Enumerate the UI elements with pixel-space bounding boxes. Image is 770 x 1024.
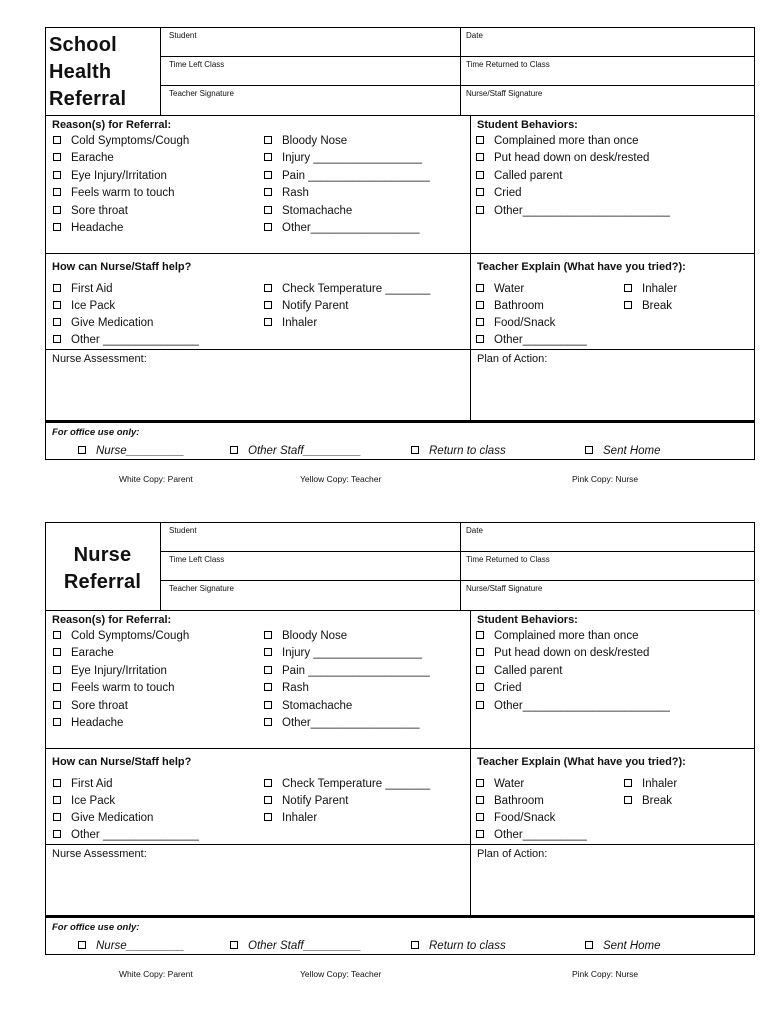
checkbox-icon[interactable] [53, 718, 61, 726]
office-option-nurse[interactable]: Nurse_________ [78, 446, 184, 458]
checkbox-item[interactable]: First Aid [53, 284, 113, 296]
checkbox-item[interactable]: Injury _________________ [264, 648, 422, 660]
divider [160, 27, 161, 116]
checkbox-icon[interactable] [476, 813, 484, 821]
checkbox-icon[interactable] [53, 188, 61, 196]
checkbox-item[interactable]: Earache [53, 648, 114, 660]
office-option-sent-home[interactable]: Sent Home [585, 446, 661, 458]
checkbox-icon[interactable] [264, 318, 272, 326]
form-title-line-2: Health [49, 61, 112, 83]
checkbox-icon[interactable] [411, 941, 419, 949]
student-field[interactable]: Student [169, 31, 197, 40]
checkbox-item[interactable]: Rash [264, 683, 309, 695]
checkbox-icon[interactable] [476, 206, 484, 214]
checkbox-icon[interactable] [476, 666, 484, 674]
copy-note-pink: Pink Copy: Nurse [572, 969, 639, 979]
checkbox-item[interactable]: Inhaler [624, 779, 677, 791]
checkbox-icon[interactable] [476, 171, 484, 179]
plan-of-action-label: Plan of Action: [477, 848, 548, 860]
checkbox-icon[interactable] [624, 779, 632, 787]
checkbox-item[interactable]: Put head down on desk/rested [476, 153, 649, 165]
checkbox-icon[interactable] [264, 666, 272, 674]
checkbox-icon[interactable] [476, 631, 484, 639]
checkbox-item[interactable]: Eye Injury/Irritation [53, 171, 167, 183]
checkbox-icon[interactable] [411, 446, 419, 454]
checkbox-icon[interactable] [585, 941, 593, 949]
checkbox-item[interactable]: Bloody Nose [264, 136, 347, 148]
checkbox-item[interactable]: Other_______________________ [476, 206, 670, 218]
checkbox-item[interactable]: Headache [53, 718, 123, 730]
school-health-referral-form [45, 27, 755, 460]
form-title-line-1: Nurse [73, 544, 132, 566]
checkbox-icon[interactable] [53, 648, 61, 656]
form-title-line-3: Referral [49, 88, 127, 110]
checkbox-icon[interactable] [230, 446, 238, 454]
nurse-assessment-label: Nurse Assessment: [52, 848, 147, 860]
teacher-explain-title: Teacher Explain (What have you tried?): [477, 261, 686, 273]
checkbox-icon[interactable] [585, 446, 593, 454]
divider [160, 85, 755, 86]
checkbox-item[interactable]: Complained more than once [476, 136, 638, 148]
checkbox-item[interactable]: Sore throat [53, 701, 128, 713]
checkbox-icon[interactable] [264, 223, 272, 231]
time-returned-field[interactable]: Time Returned to Class [466, 555, 550, 564]
checkbox-icon[interactable] [476, 301, 484, 309]
checkbox-icon[interactable] [53, 796, 61, 804]
checkbox-icon[interactable] [53, 153, 61, 161]
checkbox-item[interactable]: Give Medication [53, 318, 153, 330]
checkbox-icon[interactable] [264, 153, 272, 161]
checkbox-icon[interactable] [53, 631, 61, 639]
checkbox-item[interactable]: Other_________________ [264, 718, 420, 730]
checkbox-icon[interactable] [476, 683, 484, 691]
checkbox-item[interactable]: Inhaler [264, 813, 317, 825]
checkbox-icon[interactable] [230, 941, 238, 949]
checkbox-icon[interactable] [264, 171, 272, 179]
checkbox-item[interactable]: Inhaler [264, 318, 317, 330]
office-option-return[interactable]: Return to class [411, 941, 506, 953]
checkbox-item[interactable]: Other__________ [476, 335, 587, 347]
checkbox-icon[interactable] [476, 318, 484, 326]
student-field[interactable]: Student [169, 526, 197, 535]
checkbox-item[interactable]: First Aid [53, 779, 113, 791]
header-box [45, 27, 755, 116]
time-left-class-field[interactable]: Time Left Class [169, 60, 225, 69]
checkbox-item[interactable]: Earache [53, 153, 114, 165]
date-field[interactable]: Date [466, 31, 483, 40]
copy-note-yellow: Yellow Copy: Teacher [300, 969, 382, 979]
checkbox-item[interactable]: Rash [264, 188, 309, 200]
header-box [45, 522, 755, 611]
nurse-signature-field[interactable]: Nurse/Staff Signature [466, 584, 543, 593]
checkbox-item[interactable]: Ice Pack [53, 796, 115, 808]
checkbox-icon[interactable] [264, 701, 272, 709]
checkbox-icon[interactable] [53, 830, 61, 838]
checkbox-icon[interactable] [264, 683, 272, 691]
checkbox-icon[interactable] [264, 648, 272, 656]
divider [460, 27, 461, 116]
checkbox-icon[interactable] [53, 335, 61, 343]
nurse-signature-field[interactable]: Nurse/Staff Signature [466, 89, 543, 98]
checkbox-icon[interactable] [624, 301, 632, 309]
checkbox-icon[interactable] [53, 666, 61, 674]
divider [45, 349, 755, 350]
checkbox-icon[interactable] [264, 136, 272, 144]
checkbox-item[interactable]: Water [476, 779, 524, 791]
checkbox-icon[interactable] [624, 284, 632, 292]
checkbox-item[interactable]: Complained more than once [476, 631, 638, 643]
checkbox-icon[interactable] [624, 796, 632, 804]
checkbox-icon[interactable] [264, 206, 272, 214]
checkbox-icon[interactable] [476, 335, 484, 343]
date-field[interactable]: Date [466, 526, 483, 535]
checkbox-item[interactable]: Break [624, 796, 672, 808]
checkbox-item[interactable]: Headache [53, 223, 123, 235]
checkbox-icon[interactable] [476, 796, 484, 804]
time-left-class-field[interactable]: Time Left Class [169, 555, 225, 564]
checkbox-item[interactable]: Other _______________ [53, 830, 199, 842]
checkbox-item[interactable]: Pain ___________________ [264, 171, 430, 183]
help-title: How can Nurse/Staff help? [52, 756, 192, 768]
checkbox-icon[interactable] [264, 796, 272, 804]
checkbox-icon[interactable] [53, 301, 61, 309]
copy-note-yellow: Yellow Copy: Teacher [300, 474, 382, 484]
checkbox-item[interactable]: Stomachache [264, 206, 352, 218]
checkbox-item[interactable]: Other__________ [476, 830, 587, 842]
checkbox-item[interactable]: Food/Snack [476, 318, 555, 330]
checkbox-icon[interactable] [476, 136, 484, 144]
checkbox-item[interactable]: Water [476, 284, 524, 296]
checkbox-icon[interactable] [264, 813, 272, 821]
column-divider [470, 611, 471, 915]
checkbox-icon[interactable] [264, 779, 272, 787]
checkbox-item[interactable]: Injury _________________ [264, 153, 422, 165]
office-option-sent-home[interactable]: Sent Home [585, 941, 661, 953]
plan-of-action-label: Plan of Action: [477, 353, 548, 365]
copy-note-white: White Copy: Parent [119, 474, 193, 484]
checkbox-item[interactable]: Called parent [476, 666, 562, 678]
nurse-assessment-label: Nurse Assessment: [52, 353, 147, 365]
checkbox-icon[interactable] [78, 446, 86, 454]
copy-note-pink: Pink Copy: Nurse [572, 474, 639, 484]
office-option-return[interactable]: Return to class [411, 446, 506, 458]
office-option-other-staff[interactable]: Other Staff_________ [230, 941, 361, 953]
checkbox-item[interactable]: Pain ___________________ [264, 666, 430, 678]
office-option-nurse[interactable]: Nurse_________ [78, 941, 184, 953]
teacher-signature-field[interactable]: Teacher Signature [169, 584, 234, 593]
divider [460, 522, 461, 611]
checkbox-icon[interactable] [476, 701, 484, 709]
checkbox-item[interactable]: Stomachache [264, 701, 352, 713]
checkbox-item[interactable]: Cold Symptoms/Cough [53, 136, 189, 148]
checkbox-icon[interactable] [53, 223, 61, 231]
checkbox-item[interactable]: Check Temperature _______ [264, 779, 430, 791]
checkbox-item[interactable]: Food/Snack [476, 813, 555, 825]
checkbox-item[interactable]: Feels warm to touch [53, 188, 175, 200]
checkbox-item[interactable]: Bathroom [476, 301, 544, 313]
form-title-line-1: School [49, 34, 117, 56]
checkbox-icon[interactable] [476, 188, 484, 196]
checkbox-icon[interactable] [53, 136, 61, 144]
reasons-title: Reason(s) for Referral: [52, 119, 172, 131]
checkbox-icon[interactable] [476, 779, 484, 787]
checkbox-icon[interactable] [53, 701, 61, 709]
checkbox-item[interactable]: Check Temperature _______ [264, 284, 430, 296]
checkbox-item[interactable]: Eye Injury/Irritation [53, 666, 167, 678]
divider [45, 844, 755, 845]
divider [160, 56, 755, 57]
teacher-explain-title: Teacher Explain (What have you tried?): [477, 756, 686, 768]
checkbox-item[interactable]: Bloody Nose [264, 631, 347, 643]
reasons-title: Reason(s) for Referral: [52, 614, 172, 626]
copy-note-white: White Copy: Parent [119, 969, 193, 979]
checkbox-item[interactable]: Break [624, 301, 672, 313]
thick-divider [45, 915, 755, 918]
time-returned-field[interactable]: Time Returned to Class [466, 60, 550, 69]
checkbox-item[interactable]: Cried [476, 683, 521, 695]
checkbox-icon[interactable] [476, 648, 484, 656]
checkbox-item[interactable]: Sore throat [53, 206, 128, 218]
checkbox-icon[interactable] [53, 779, 61, 787]
checkbox-item[interactable]: Put head down on desk/rested [476, 648, 649, 660]
checkbox-item[interactable]: Notify Parent [264, 301, 348, 313]
checkbox-item[interactable]: Bathroom [476, 796, 544, 808]
help-title: How can Nurse/Staff help? [52, 261, 192, 273]
checkbox-item[interactable]: Feels warm to touch [53, 683, 175, 695]
checkbox-item[interactable]: Inhaler [624, 284, 677, 296]
checkbox-icon[interactable] [264, 718, 272, 726]
teacher-signature-field[interactable]: Teacher Signature [169, 89, 234, 98]
checkbox-item[interactable]: Notify Parent [264, 796, 348, 808]
checkbox-icon[interactable] [53, 284, 61, 292]
checkbox-item[interactable]: Give Medication [53, 813, 153, 825]
office-option-other-staff[interactable]: Other Staff_________ [230, 446, 361, 458]
checkbox-item[interactable]: Other_________________ [264, 223, 420, 235]
checkbox-icon[interactable] [53, 171, 61, 179]
behaviors-title: Student Behaviors: [477, 614, 578, 626]
thick-divider [45, 420, 755, 423]
checkbox-icon[interactable] [78, 941, 86, 949]
divider [160, 522, 161, 611]
checkbox-item[interactable]: Cold Symptoms/Cough [53, 631, 189, 643]
behaviors-title: Student Behaviors: [477, 119, 578, 131]
checkbox-icon[interactable] [53, 813, 61, 821]
checkbox-icon[interactable] [476, 284, 484, 292]
checkbox-icon[interactable] [264, 188, 272, 196]
divider [160, 551, 755, 552]
checkbox-item[interactable]: Cried [476, 188, 521, 200]
checkbox-icon[interactable] [264, 301, 272, 309]
divider [45, 748, 755, 749]
divider [160, 580, 755, 581]
checkbox-icon[interactable] [264, 284, 272, 292]
checkbox-item[interactable]: Ice Pack [53, 301, 115, 313]
checkbox-icon[interactable] [264, 631, 272, 639]
office-use-label: For office use only: [52, 922, 140, 933]
nurse-referral-form [45, 522, 755, 955]
office-use-label: For office use only: [52, 427, 140, 438]
checkbox-item[interactable]: Other _______________ [53, 335, 199, 347]
checkbox-icon[interactable] [53, 318, 61, 326]
form-title-line-2: Referral [63, 571, 142, 593]
checkbox-icon[interactable] [476, 830, 484, 838]
checkbox-item[interactable]: Other_______________________ [476, 701, 670, 713]
divider [45, 253, 755, 254]
checkbox-icon[interactable] [53, 683, 61, 691]
column-divider [470, 116, 471, 420]
checkbox-item[interactable]: Called parent [476, 171, 562, 183]
checkbox-icon[interactable] [476, 153, 484, 161]
checkbox-icon[interactable] [53, 206, 61, 214]
